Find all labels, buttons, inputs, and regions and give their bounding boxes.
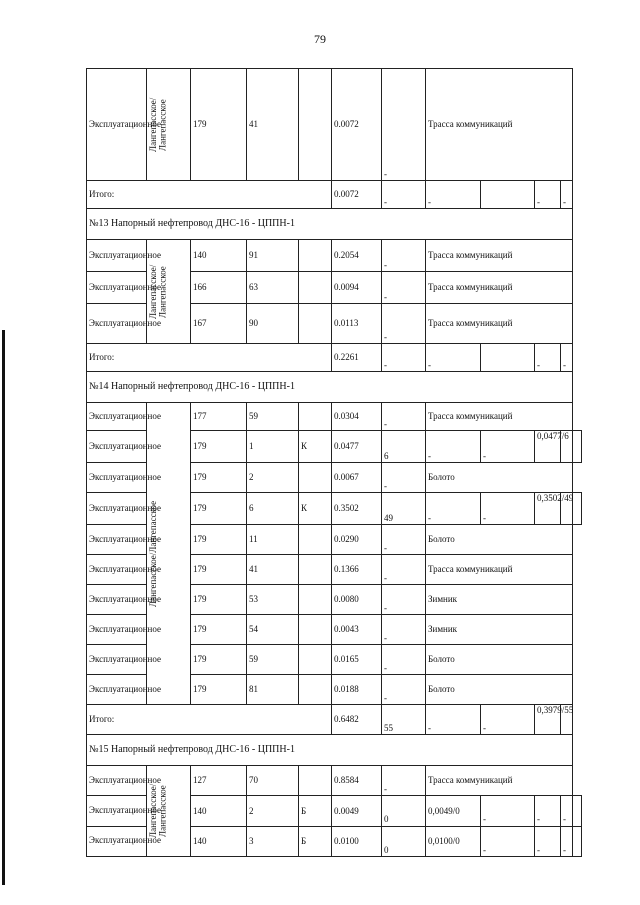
table-row: Эксплуатационное Лангепасское/Лангепасское 177 59 0.0304 - Трасса коммуникаций [87, 403, 582, 431]
table-row: Эксплуатационное 179 2 0.0067 - Болото [87, 463, 582, 493]
total-label: Итого: [87, 181, 332, 209]
table-row: Эксплуатационное Лангепасское/Лангепасское 140 91 0.2054 - Трасса коммуникаций [87, 240, 582, 272]
total-area: 0.2261 [332, 344, 382, 372]
section-title: №14 Напорный нефтепровод ДНС-16 - ЦППН-1 [87, 372, 573, 403]
district-cell: Лангепасское/Лангепасское [147, 766, 191, 857]
purpose-cell: Эксплуатационное [87, 240, 147, 272]
land-plots-table [86, 68, 582, 857]
table-row: Эксплуатационное 179 41 0.1366 - Трасса коммуникаций [87, 555, 582, 585]
quarter-cell: 179 [191, 69, 247, 181]
total-area: 0.0072 [332, 181, 382, 209]
purpose-cell: Эксплуатационное [87, 69, 147, 181]
use-cell: Трасса коммуникаций [426, 240, 573, 272]
quarter-cell: 140 [191, 240, 247, 272]
table-row: Эксплуатационное 179 53 0.0080 - Зимник [87, 585, 582, 615]
plot-cell: 41 [247, 69, 299, 181]
table-row: Эксплуатационное 166 63 0.0094 - Трасса коммуникаций [87, 272, 582, 304]
page-number: 79 [314, 32, 326, 46]
area-cell: 0.2054 [332, 240, 382, 272]
section-title: №15 Напорный нефтепровод ДНС-16 - ЦППН-1 [87, 735, 573, 766]
district-cell: Лангепасское/Лангепасское [147, 403, 191, 705]
section-header [87, 372, 582, 403]
table-row: Эксплуатационное 167 90 0.0113 - Трасса коммуникаций [87, 304, 582, 344]
table-row: Эксплуатационное 179 54 0.0043 - Зимник [87, 615, 582, 645]
area-cell: 0.0072 [332, 69, 382, 181]
fraction-cell: - [382, 69, 426, 181]
district-cell: Лангепасское/Лангепасское [147, 69, 191, 181]
plot-cell: 91 [247, 240, 299, 272]
table-row: Эксплуатационное 179 6 К 0.3502 49 - - 0,3502/49 [87, 493, 582, 525]
section-header [87, 735, 582, 766]
use-cell: Трасса коммуникаций [426, 69, 573, 181]
scan-edge-mark [2, 330, 5, 885]
table-row: Эксплуатационное 179 81 0.0188 - Болото [87, 675, 582, 705]
table-row: Эксплуатационное 179 1 К 0.0477 6 - - 0,0477/6 [87, 431, 582, 463]
total-row: Итого: 0.6482 55 - - 0,3979/55 [87, 705, 582, 735]
total-area: 0.6482 [332, 705, 382, 735]
total-row: Итого: 0.0072 - - - - [87, 181, 582, 209]
section-title: №13 Напорный нефтепровод ДНС-16 - ЦППН-1 [87, 209, 573, 240]
section-header [87, 209, 582, 240]
total-row: Итого: 0.2261 - - - - [87, 344, 582, 372]
table-row: Эксплуатационное 179 59 0.0165 - Болото [87, 645, 582, 675]
table-row: Эксплуатационное 140 2 Б 0.0049 0 0,0049/0 - - - [87, 796, 582, 826]
table-row: Эксплуатационное Лангепасское/Лангепасское 127 70 0.8584 - Трасса коммуникаций [87, 766, 582, 796]
table-row [87, 69, 582, 181]
district-cell: Лангепасское/Лангепасское [147, 240, 191, 344]
table-row: Эксплуатационное 179 11 0.0290 - Болото [87, 525, 582, 555]
category-cell [299, 69, 332, 181]
table-row: Эксплуатационное 140 3 Б 0.0100 0 0,0100/0 - - - [87, 826, 582, 856]
